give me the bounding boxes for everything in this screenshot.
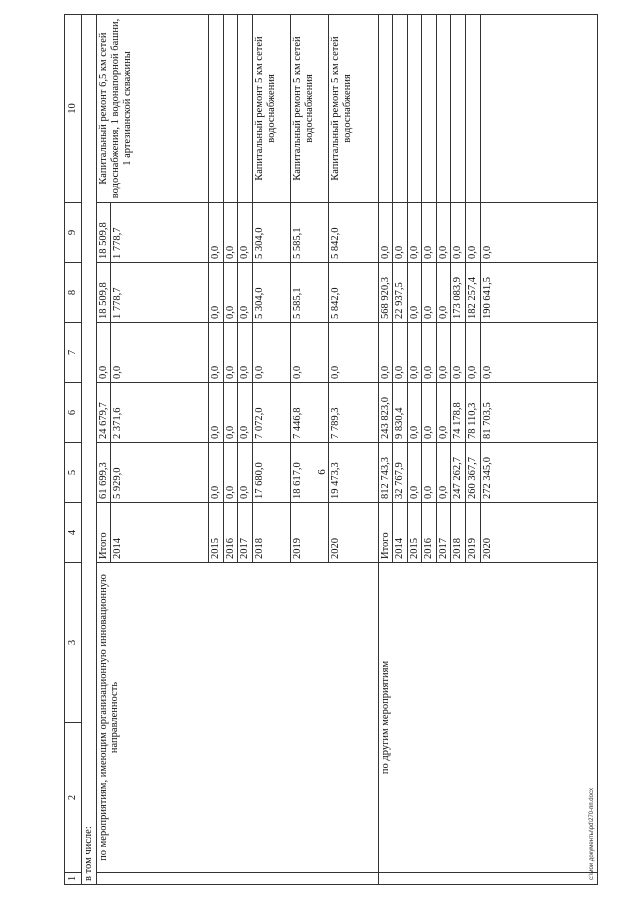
value-cell: 61 699,3 <box>96 443 111 503</box>
value-cell: 0,0 <box>422 263 437 323</box>
in-that-number-row <box>82 15 97 885</box>
budget-table <box>64 14 598 885</box>
header-cell: 8 <box>65 263 82 323</box>
value-cell: 0,0 <box>436 443 451 503</box>
note-cell: Капитальный ремонт 6,5 км сетей водоснабжения, 1 водонапорной башни, 1 артезианской скважины <box>96 15 209 203</box>
value-cell: 568 920,3 <box>378 263 393 323</box>
value-cell: 19 473,3 <box>328 443 378 503</box>
header-cell: 10 <box>65 15 82 203</box>
note-cell: Капитальный ремонт 5 км сетей водоснабжения <box>328 15 378 203</box>
value-cell: 18 509,8 <box>96 203 111 263</box>
year-cell: 2019 <box>466 503 481 563</box>
value-cell: 0,0 <box>393 323 408 383</box>
note-cell <box>223 15 238 203</box>
page-number: 6 <box>316 469 328 475</box>
year-cell: 2015 <box>407 503 422 563</box>
value-cell: 0,0 <box>238 203 253 263</box>
in-that-number-label: в том числе: <box>82 15 97 885</box>
value-cell: 0,0 <box>238 383 253 443</box>
value-cell: 5 304,0 <box>252 203 290 263</box>
value-cell: 0,0 <box>466 203 481 263</box>
value-cell: 74 178,8 <box>451 383 466 443</box>
value-cell: 812 743,3 <box>378 443 393 503</box>
value-cell: 1 778,7 <box>111 263 209 323</box>
year-cell: 2019 <box>290 503 328 563</box>
header-cell: 3 <box>65 563 82 723</box>
value-cell: 0,0 <box>407 323 422 383</box>
note-cell <box>393 15 408 203</box>
value-cell: 0,0 <box>223 383 238 443</box>
value-cell: 18 509,8 <box>96 263 111 323</box>
value-cell: 0,0 <box>209 323 224 383</box>
value-cell: 0,0 <box>422 443 437 503</box>
value-cell: 18 617,0 <box>290 443 328 503</box>
note-cell <box>466 15 481 203</box>
year-cell: 2016 <box>422 503 437 563</box>
value-cell: 5 929,0 <box>111 443 209 503</box>
value-cell: 32 767,9 <box>393 443 408 503</box>
value-cell: 1 778,7 <box>111 203 209 263</box>
note-cell: Капитальный ремонт 5 км сетей водоснабжения <box>252 15 290 203</box>
value-cell: 0,0 <box>223 443 238 503</box>
value-cell: 0,0 <box>436 263 451 323</box>
value-cell: 22 937,5 <box>393 263 408 323</box>
value-cell: 5 585,1 <box>290 203 328 263</box>
value-cell: 0,0 <box>451 323 466 383</box>
value-cell: 0,0 <box>378 323 393 383</box>
section1-title: по мероприятиям, имеющим организационную инновационную направленность <box>96 563 378 873</box>
value-cell: 5 842,0 <box>328 263 378 323</box>
note-cell <box>480 15 597 203</box>
value-cell: 0,0 <box>422 383 437 443</box>
header-cell: 2 <box>65 723 82 873</box>
year-cell: 2017 <box>238 503 253 563</box>
table-row <box>96 15 111 885</box>
value-cell: 7 446,8 <box>290 383 328 443</box>
value-cell: 5 585,1 <box>290 263 328 323</box>
value-cell: 2 371,6 <box>111 383 209 443</box>
value-cell: 0,0 <box>223 203 238 263</box>
note-cell <box>378 15 393 203</box>
value-cell: 0,0 <box>436 323 451 383</box>
value-cell: 24 679,7 <box>96 383 111 443</box>
value-cell: 0,0 <box>238 443 253 503</box>
value-cell: 78 110,3 <box>466 383 481 443</box>
value-cell: 0,0 <box>111 323 209 383</box>
value-cell: 0,0 <box>378 203 393 263</box>
value-cell: 5 304,0 <box>252 263 290 323</box>
value-cell: 0,0 <box>328 323 378 383</box>
value-cell: 17 680,0 <box>252 443 290 503</box>
value-cell: 0,0 <box>407 203 422 263</box>
header-cell: 7 <box>65 323 82 383</box>
year-cell: 2015 <box>209 503 224 563</box>
value-cell: 247 262,7 <box>451 443 466 503</box>
value-cell: 0,0 <box>480 323 597 383</box>
value-cell: 81 703,5 <box>480 383 597 443</box>
value-cell: 7 789,3 <box>328 383 378 443</box>
value-cell: 0,0 <box>393 203 408 263</box>
note-cell: Капитальный ремонт 5 км сетей водоснабжения <box>290 15 328 203</box>
empty-cell <box>96 873 378 885</box>
year-cell: 2014 <box>393 503 408 563</box>
value-cell: 182 257,4 <box>466 263 481 323</box>
value-cell: 7 072,0 <box>252 383 290 443</box>
value-cell: 0,0 <box>209 203 224 263</box>
value-cell: 0,0 <box>223 323 238 383</box>
empty-cell <box>378 873 597 885</box>
header-cell: 9 <box>65 203 82 263</box>
value-cell: 0,0 <box>422 203 437 263</box>
year-cell: 2020 <box>480 503 597 563</box>
header-cell: 5 <box>65 443 82 503</box>
header-row <box>65 15 82 885</box>
year-cell: 2017 <box>436 503 451 563</box>
note-cell <box>238 15 253 203</box>
section2-title: по другим мероприятиям <box>378 563 597 873</box>
value-cell: 173 083,9 <box>451 263 466 323</box>
year-cell: Итого <box>96 503 111 563</box>
value-cell: 0,0 <box>436 203 451 263</box>
value-cell: 260 367,7 <box>466 443 481 503</box>
value-cell: 0,0 <box>407 263 422 323</box>
year-cell: 2020 <box>328 503 378 563</box>
value-cell: 0,0 <box>209 383 224 443</box>
value-cell: 0,0 <box>290 323 328 383</box>
value-cell: 0,0 <box>238 263 253 323</box>
year-cell: Итого <box>378 503 393 563</box>
value-cell: 5 842,0 <box>328 203 378 263</box>
year-cell: 2016 <box>223 503 238 563</box>
value-cell: 0,0 <box>96 323 111 383</box>
value-cell: 0,0 <box>238 323 253 383</box>
note-cell <box>422 15 437 203</box>
note-cell <box>436 15 451 203</box>
value-cell: 0,0 <box>480 203 597 263</box>
value-cell: 0,0 <box>407 443 422 503</box>
footer-file-path: c:\мои документы\pd\270-пп.docx <box>589 788 595 880</box>
header-cell: 6 <box>65 383 82 443</box>
header-cell: 1 <box>65 873 82 885</box>
value-cell: 0,0 <box>466 323 481 383</box>
value-cell: 0,0 <box>422 323 437 383</box>
year-cell: 2014 <box>111 503 209 563</box>
value-cell: 0,0 <box>209 263 224 323</box>
year-cell: 2018 <box>252 503 290 563</box>
note-cell <box>451 15 466 203</box>
table-row <box>378 15 393 885</box>
value-cell: 0,0 <box>436 383 451 443</box>
note-cell <box>407 15 422 203</box>
value-cell: 0,0 <box>407 383 422 443</box>
rotated-table-wrapper <box>64 15 636 885</box>
value-cell: 190 641,5 <box>480 263 597 323</box>
value-cell: 243 823,0 <box>378 383 393 443</box>
header-cell: 4 <box>65 503 82 563</box>
value-cell: 0,0 <box>209 443 224 503</box>
year-cell: 2018 <box>451 503 466 563</box>
value-cell: 0,0 <box>252 323 290 383</box>
value-cell: 9 830,4 <box>393 383 408 443</box>
value-cell: 0,0 <box>451 203 466 263</box>
value-cell: 0,0 <box>223 263 238 323</box>
value-cell: 272 345,0 <box>480 443 597 503</box>
note-cell <box>209 15 224 203</box>
